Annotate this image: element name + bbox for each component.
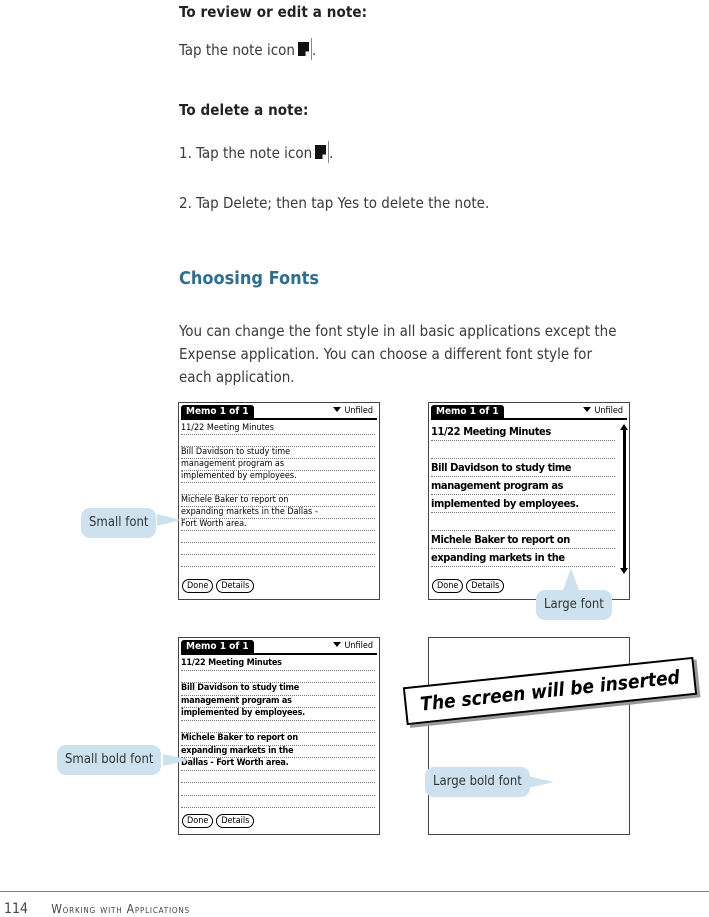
fonts-paragraph-line: You can change the font style in all basic applications except the xyxy=(179,322,617,340)
palm-screen-small-bold-font xyxy=(178,637,380,835)
memo-line xyxy=(181,796,375,809)
callout-small-font: Small font xyxy=(81,508,156,538)
title-underline xyxy=(181,418,377,420)
delete-step-1-text: 1. Tap the note icon xyxy=(179,144,313,162)
memo-titlebar xyxy=(181,405,377,419)
triangle-down-icon xyxy=(333,407,341,412)
memo-line: management program as xyxy=(181,696,375,709)
memo-titlebar xyxy=(431,405,627,419)
memo-line xyxy=(181,483,375,495)
scrollbar[interactable] xyxy=(623,430,626,568)
callout-pointer xyxy=(563,568,579,590)
category-label: Unfiled xyxy=(344,406,373,416)
memo-line: expanding markets in the Dallas - xyxy=(181,507,375,519)
fonts-paragraph-line: each application. xyxy=(179,368,295,386)
memo-buttons xyxy=(432,573,507,593)
memo-line: Bill Davidson to study time xyxy=(181,447,375,459)
memo-lines xyxy=(181,423,375,567)
callout-pointer xyxy=(157,514,181,526)
delete-step-1 xyxy=(179,141,333,165)
note-icon xyxy=(297,41,310,57)
memo-line xyxy=(181,543,375,555)
memo-line: expanding markets in the xyxy=(181,746,375,759)
details-button[interactable]: Details xyxy=(466,579,504,593)
memo-line: expanding markets in the xyxy=(431,549,615,567)
memo-line: implemented by employees. xyxy=(181,708,375,721)
callout-large-font: Large font xyxy=(536,590,612,620)
section-title: Choosing Fonts xyxy=(179,268,319,289)
delete-step-2: 2. Tap Delete; then tap Yes to delete the note. xyxy=(179,194,490,212)
callout-large-bold-font: Large bold font xyxy=(425,767,530,797)
done-button[interactable]: Done xyxy=(182,579,213,593)
category-label: Unfiled xyxy=(594,406,623,416)
fonts-paragraph xyxy=(179,320,699,389)
memo-line xyxy=(431,441,615,459)
triangle-down-icon xyxy=(583,407,591,412)
memo-line: management program as xyxy=(431,477,615,495)
memo-line: 11/22 Meeting Minutes xyxy=(181,658,375,671)
fonts-paragraph-line: Expense application. You can choose a different font style for xyxy=(179,345,592,363)
done-button[interactable]: Done xyxy=(182,814,213,828)
memo-tab: Memo 1 of 1 xyxy=(181,640,254,654)
memo-line xyxy=(181,531,375,543)
details-button[interactable]: Details xyxy=(216,814,254,828)
memo-line xyxy=(181,783,375,796)
memo-tab: Memo 1 of 1 xyxy=(431,405,504,419)
memo-lines xyxy=(181,658,375,808)
done-button[interactable]: Done xyxy=(432,579,463,593)
memo-line: 11/22 Meeting Minutes xyxy=(431,423,615,441)
review-suffix: . xyxy=(311,41,317,59)
title-underline xyxy=(181,653,377,655)
memo-line xyxy=(181,721,375,734)
category-label: Unfiled xyxy=(344,641,373,651)
palm-screen-large-font xyxy=(428,402,630,600)
memo-line: 11/22 Meeting Minutes xyxy=(181,423,375,435)
memo-line: Dallas - Fort Worth area. xyxy=(181,758,375,771)
memo-line: Michele Baker to report on xyxy=(431,531,615,549)
callout-pointer xyxy=(163,754,189,766)
memo-line: implemented by employees. xyxy=(181,471,375,483)
review-instruction xyxy=(179,38,316,62)
category-picker[interactable] xyxy=(583,405,623,418)
chapter-title: Working with Applications xyxy=(51,902,190,916)
callout-pointer xyxy=(528,776,554,788)
memo-line xyxy=(181,671,375,684)
memo-line: Michele Baker to report on xyxy=(181,733,375,746)
memo-line: Fort Worth area. xyxy=(181,519,375,531)
category-picker[interactable] xyxy=(333,640,373,653)
memo-buttons xyxy=(182,808,257,828)
page-number: 114 xyxy=(4,901,29,917)
memo-lines xyxy=(431,423,615,567)
memo-tab: Memo 1 of 1 xyxy=(181,405,254,419)
callout-small-bold-font: Small bold font xyxy=(57,745,161,775)
note-icon xyxy=(314,144,327,160)
memo-line xyxy=(181,771,375,784)
placeholder-banner: The screen will be inserted xyxy=(403,657,697,725)
memo-line: Michele Baker to report on xyxy=(181,495,375,507)
delete-heading: To delete a note: xyxy=(179,101,309,119)
memo-line: Bill Davidson to study time xyxy=(181,683,375,696)
delete-step-1-suffix: . xyxy=(329,144,334,162)
category-picker[interactable] xyxy=(333,405,373,418)
review-instruction-text: Tap the note icon xyxy=(179,41,295,59)
title-underline xyxy=(431,418,627,420)
triangle-down-icon xyxy=(333,642,341,647)
review-heading: To review or edit a note: xyxy=(179,3,368,21)
memo-line: management program as xyxy=(181,459,375,471)
memo-titlebar xyxy=(181,640,377,654)
memo-line xyxy=(181,435,375,447)
memo-line: implemented by employees. xyxy=(431,495,615,513)
memo-line xyxy=(431,513,615,531)
memo-line: Bill Davidson to study time xyxy=(431,459,615,477)
details-button[interactable]: Details xyxy=(216,579,254,593)
palm-screen-small-font xyxy=(178,402,380,600)
page-footer xyxy=(4,898,190,917)
memo-line xyxy=(181,555,375,567)
memo-buttons xyxy=(182,573,257,593)
footer-rule xyxy=(0,891,709,892)
